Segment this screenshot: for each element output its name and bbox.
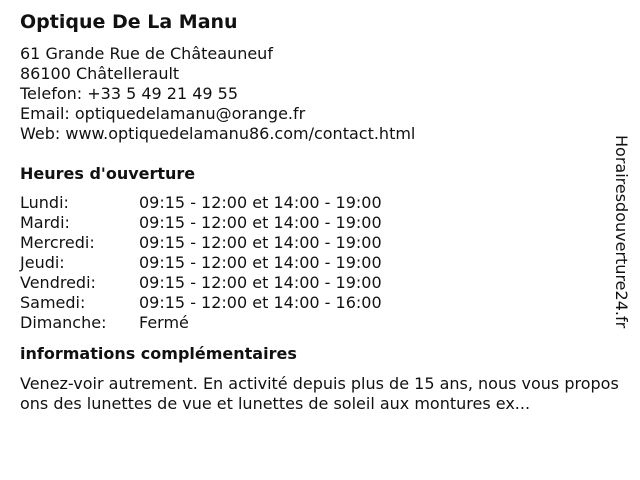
day-label: Dimanche:	[20, 313, 107, 332]
time-value: 09:15 - 12:00 et 14:00 - 19:00	[139, 273, 382, 292]
time-value: 09:15 - 12:00 et 14:00 - 19:00	[139, 193, 382, 212]
phone-number[interactable]: Telefon: +33 5 49 21 49 55	[20, 84, 239, 103]
hours-row-monday	[20, 193, 620, 213]
additional-info-heading: informations complémentaires	[20, 344, 297, 363]
hours-row-friday	[20, 273, 620, 293]
day-label: Jeudi:	[20, 253, 65, 272]
business-description: Venez-voir autrement. En activité depuis plus de 15 ans, nous vous proposons des lunettes de vue et lunettes de soleil aux montures ex...	[20, 374, 619, 413]
hours-row-thursday	[20, 253, 620, 273]
opening-hours-table	[20, 193, 620, 333]
time-value: 09:15 - 12:00 et 14:00 - 19:00	[139, 213, 382, 232]
hours-row-wednesday	[20, 233, 620, 253]
website-link[interactable]: Web: www.optiquedelamanu86.com/contact.html	[20, 124, 416, 143]
time-value: 09:15 - 12:00 et 14:00 - 19:00	[139, 233, 382, 252]
day-label: Lundi:	[20, 193, 69, 212]
day-label: Samedi:	[20, 293, 86, 312]
hours-row-tuesday	[20, 213, 620, 233]
brand-watermark[interactable]: Horairesdouverture24.fr	[612, 135, 631, 329]
business-card	[20, 9, 620, 414]
time-value: Fermé	[139, 313, 189, 332]
address-city: 86100 Châtellerault	[20, 64, 180, 83]
day-label: Mercredi:	[20, 233, 95, 252]
address-street: 61 Grande Rue de Châteauneuf	[20, 44, 273, 63]
business-name: Optique De La Manu	[20, 11, 238, 33]
time-value: 09:15 - 12:00 et 14:00 - 19:00	[139, 253, 382, 272]
day-label: Mardi:	[20, 213, 70, 232]
opening-hours-heading: Heures d'ouverture	[20, 164, 196, 183]
time-value: 09:15 - 12:00 et 14:00 - 16:00	[139, 293, 382, 312]
hours-row-saturday	[20, 293, 620, 313]
hours-row-sunday	[20, 313, 620, 333]
email-address[interactable]: Email: optiquedelamanu@orange.fr	[20, 104, 306, 123]
day-label: Vendredi:	[20, 273, 96, 292]
